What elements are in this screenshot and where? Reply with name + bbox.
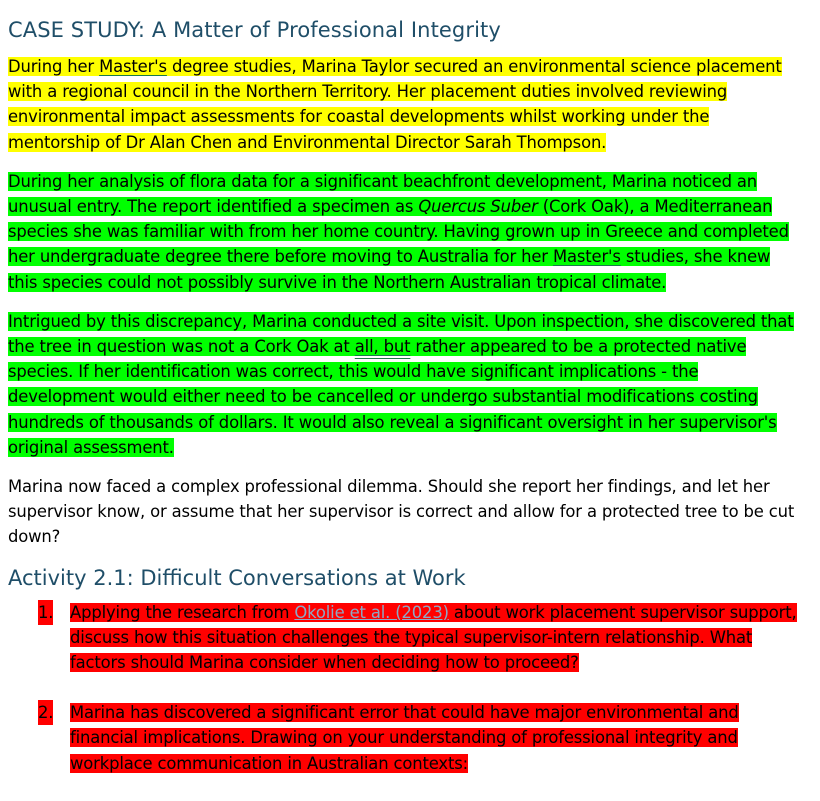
p1-text-c: degree studies, Marina Taylor secured an environmental science placement with a regional council in the Northern Territory. Her placement duties involved reviewing environmental impact assessments for coastal developments whilst working under the mentorship of Dr Alan Chen and Environmental Director Sarah Thompson. [8,57,782,152]
case-study-paragraph-1 [8,54,798,155]
p2-text-a: During her analysis of flora data for a significant beachfront development, Marina noticed an unusual entry. The report identified a specimen as [8,171,758,217]
case-study-title: CASE STUDY: A Matter of Professional Integrity [8,18,501,42]
species-name: Quercus Suber [418,197,538,217]
case-study-paragraph-3 [8,309,798,460]
case-study-paragraph-2 [8,169,798,295]
activity-question-2 [8,700,798,776]
highlight-red [70,603,797,672]
highlight-yellow [8,57,782,152]
case-study-paragraph-4: Marina now faced a complex professional dilemma. Should she report her findings, and let her supervisor know, or assume that her supervisor is correct and allow for a protected tree to be cut down? [8,477,795,547]
highlight-green [8,172,789,292]
activity-question-1 [8,600,798,676]
p1-text-a: During her [8,57,100,76]
grammar-flag-all-but: all, but [354,337,411,357]
spellcheck-word-masters-2: Master's [552,247,621,267]
document-page [8,16,798,801]
highlight-red: Marina has discovered a significant error that could have major environmental and financial implications. Drawing on your understanding of professional integrity and workplace communication in Australian contexts: [70,703,739,773]
highlight-green [8,312,794,457]
p3-text-c: rather appeared to be a protected native species. If her identification was correct, this would have significant implications - the development would either need to be cancelled or undergo substantial modifications costing hundreds of thousands of dollars. It would also reveal a significant oversight in her supervisor's original assessment. [8,337,777,457]
p2-text-c: (Cork Oak), a Mediterranean species she was familiar with from her home country. Having grown up in Greece and completed her undergraduate degree there before moving to Australia for her [8,197,789,267]
q1-text-a: Applying the research from [70,602,295,622]
p2-text-e: studies, she knew this species could not possibly survive in the Northern Australian tropical climate. [8,247,771,292]
spellcheck-word-masters: Master's [99,57,167,76]
reference-link-okolie[interactable]: Okolie et al. (2023) [294,602,449,622]
activity-title: Activity 2.1: Difficult Conversations at Work [8,565,466,590]
q1-text-b: about work placement supervisor support, discuss how this situation challenges the typical supervisor-intern relationship. What factors should Marina consider when deciding how to proceed? [70,602,797,673]
p3-text-a: Intrigued by this discrepancy, Marina conducted a site visit. Upon inspection, she discovered that the tree in question was not a Cork Oak at [8,311,794,357]
activity-question-list [8,600,798,776]
question-number: 2. [38,700,53,725]
question-number: 1. [38,600,53,625]
